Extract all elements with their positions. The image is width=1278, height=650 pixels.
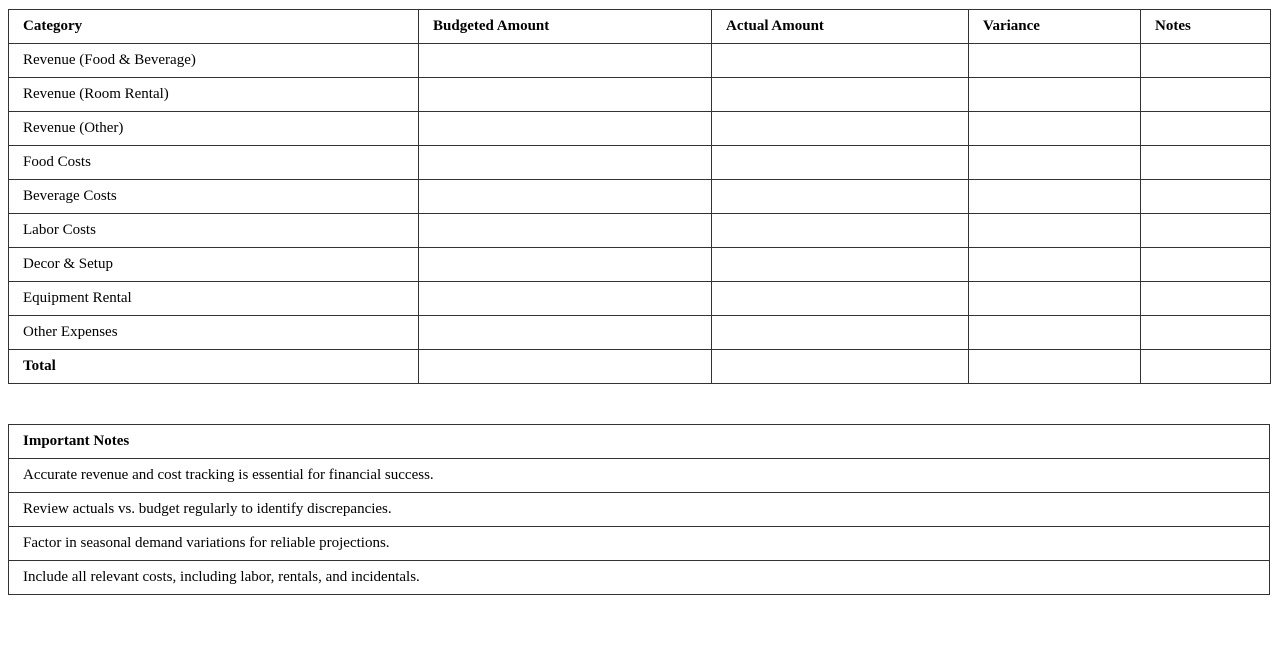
budgeted-cell[interactable] — [419, 180, 712, 214]
actual-cell[interactable] — [712, 146, 969, 180]
variance-cell[interactable] — [969, 44, 1141, 78]
notes-heading: Important Notes — [9, 425, 1270, 459]
note-row — [9, 527, 1270, 561]
header-actual-amount: Actual Amount — [712, 10, 969, 44]
budgeted-cell[interactable] — [419, 248, 712, 282]
notes-cell[interactable] — [1141, 78, 1271, 112]
header-category: Category — [9, 10, 419, 44]
category-cell: Decor & Setup — [9, 248, 419, 282]
variance-cell[interactable] — [969, 214, 1141, 248]
table-row — [9, 248, 1271, 282]
actual-cell[interactable] — [712, 78, 969, 112]
table-row — [9, 112, 1271, 146]
header-variance: Variance — [969, 10, 1141, 44]
actual-cell[interactable] — [712, 44, 969, 78]
budgeted-cell[interactable] — [419, 316, 712, 350]
note-row — [9, 459, 1270, 493]
note-item: Review actuals vs. budget regularly to identify discrepancies. — [9, 493, 1270, 527]
header-notes: Notes — [1141, 10, 1271, 44]
note-row — [9, 561, 1270, 595]
budgeted-cell[interactable] — [419, 44, 712, 78]
budgeted-cell[interactable] — [419, 112, 712, 146]
category-cell: Revenue (Room Rental) — [9, 78, 419, 112]
budgeted-cell[interactable] — [419, 214, 712, 248]
table-row — [9, 78, 1271, 112]
notes-cell[interactable] — [1141, 180, 1271, 214]
actual-cell[interactable] — [712, 316, 969, 350]
important-notes-table — [8, 424, 1270, 595]
table-row — [9, 180, 1271, 214]
actual-cell[interactable] — [712, 214, 969, 248]
note-item: Include all relevant costs, including labor, rentals, and incidentals. — [9, 561, 1270, 595]
budgeted-cell[interactable] — [419, 146, 712, 180]
actual-cell[interactable] — [712, 282, 969, 316]
note-item: Accurate revenue and cost tracking is essential for financial success. — [9, 459, 1270, 493]
variance-cell[interactable] — [969, 78, 1141, 112]
total-row — [9, 350, 1271, 384]
total-budgeted-cell[interactable] — [419, 350, 712, 384]
category-cell: Beverage Costs — [9, 180, 419, 214]
table-row — [9, 146, 1271, 180]
category-cell: Labor Costs — [9, 214, 419, 248]
header-row — [9, 10, 1271, 44]
category-cell: Revenue (Other) — [9, 112, 419, 146]
category-cell: Equipment Rental — [9, 282, 419, 316]
table-row — [9, 282, 1271, 316]
note-row — [9, 493, 1270, 527]
note-item: Factor in seasonal demand variations for reliable projections. — [9, 527, 1270, 561]
notes-header-row — [9, 425, 1270, 459]
variance-cell[interactable] — [969, 146, 1141, 180]
budgeted-cell[interactable] — [419, 78, 712, 112]
actual-cell[interactable] — [712, 248, 969, 282]
category-cell: Food Costs — [9, 146, 419, 180]
table-row — [9, 316, 1271, 350]
notes-cell[interactable] — [1141, 214, 1271, 248]
variance-cell[interactable] — [969, 316, 1141, 350]
variance-cell[interactable] — [969, 180, 1141, 214]
category-cell: Revenue (Food & Beverage) — [9, 44, 419, 78]
notes-cell[interactable] — [1141, 112, 1271, 146]
category-cell: Other Expenses — [9, 316, 419, 350]
actual-cell[interactable] — [712, 180, 969, 214]
total-actual-cell[interactable] — [712, 350, 969, 384]
notes-cell[interactable] — [1141, 282, 1271, 316]
budgeted-cell[interactable] — [419, 282, 712, 316]
total-notes-cell[interactable] — [1141, 350, 1271, 384]
notes-cell[interactable] — [1141, 316, 1271, 350]
notes-cell[interactable] — [1141, 146, 1271, 180]
notes-cell[interactable] — [1141, 248, 1271, 282]
variance-cell[interactable] — [969, 248, 1141, 282]
variance-cell[interactable] — [969, 112, 1141, 146]
actual-cell[interactable] — [712, 112, 969, 146]
header-budgeted-amount: Budgeted Amount — [419, 10, 712, 44]
variance-cell[interactable] — [969, 282, 1141, 316]
notes-cell[interactable] — [1141, 44, 1271, 78]
budget-table — [8, 9, 1271, 384]
table-row — [9, 214, 1271, 248]
total-label: Total — [9, 350, 419, 384]
total-variance-cell[interactable] — [969, 350, 1141, 384]
table-row — [9, 44, 1271, 78]
